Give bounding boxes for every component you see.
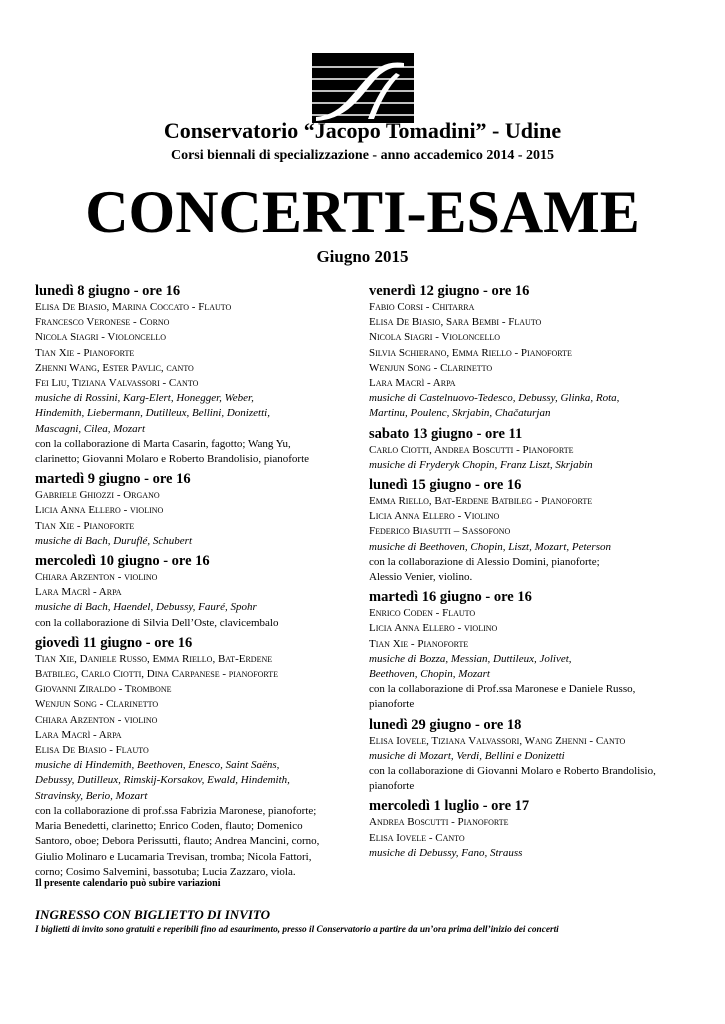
event-date: lunedì 8 giugno - ore 16 [35,283,181,299]
performer-line: Andrea Boscutti - Pianoforte [369,816,509,829]
performer-line: Chiara Arzenton - violino [35,571,158,584]
repertoire-line: musiche di Hindemith, Beethoven, Enesco, Saint Saëns, [35,759,280,772]
collaboration-line: Giulio Molinaro e Lucamaria Trevisan, tromba; Nicola Fattori, [35,850,312,863]
repertoire-line: Debussy, Dutilleux, Rimskij-Korsakov, Ewald, Hindemith, [35,774,290,787]
repertoire-line: Hindemith, Liebermann, Dutilleux, Bellini, Donizetti, [35,407,270,420]
performer-line: Francesco Veronese - Corno [35,316,170,329]
concert-event [369,588,699,712]
performer-line: Lara Macrì - Arpa [35,728,122,741]
performer-line: Elisa Iovele, Tiziana Valvassori, Wang Zhenni - Canto [369,734,626,747]
event-date: venerdì 12 giugno - ore 16 [369,283,530,299]
repertoire-line: musiche di Beethoven, Chopin, Liszt, Mozart, Peterson [369,540,611,553]
performer-line: Elisa Iovele - Canto [369,831,465,844]
performer-line: Batbileg, Carlo Ciotti, Dina Carpanese - pianoforte [35,668,279,681]
concert-event [369,425,699,473]
repertoire-line: musiche di Bach, Haendel, Debussy, Fauré, Spohr [35,601,257,614]
collaboration-line: pianoforte [369,780,415,793]
performer-line: Licia Anna Ellero - violino [369,622,498,635]
collaboration-line: con la collaborazione di Silvia Dell’Oste, clavicembalo [35,616,279,629]
ingresso-heading: INGRESSO CON BIGLIETTO DI INVITO [35,907,271,922]
collaboration-line: con la collaborazione di Prof.ssa Maronese e Daniele Russo, [369,683,636,696]
event-date: sabato 13 giugno - ore 11 [369,425,523,442]
performer-line: Federico Biasutti – Sassofono [369,525,511,538]
performer-line: Carlo Ciotti, Andrea Boscutti - Pianoforte [369,443,574,456]
concert-event [369,716,699,795]
collaboration-line: Maria Benedetti, clarinetto; Enrico Coden, flauto; Domenico [35,820,303,833]
concert-event [369,282,699,422]
performer-line: Chiara Arzenton - violino [35,713,158,726]
subtitle: Corsi biennali di specializzazione - anno accademico 2014 - 2015 [170,148,555,163]
performer-line: Tian Xie - Pianoforte [35,346,135,359]
repertoire-line: Martinu, Poulenc, Skrjabin, Chačaturjan [369,407,551,420]
performer-line: Silvia Schierano, Emma Riello - Pianoforte [369,346,572,359]
performer-line: Enrico Coden - Flauto [369,607,476,620]
repertoire-line: Mascagni, Cilea, Mozart [35,422,145,435]
performer-line: Zhenni Wang, Ester Pavlic, canto [35,361,194,374]
performer-line: Tian Xie - Pianoforte [369,637,469,650]
performer-line: Licia Anna Ellero - Violino [369,510,500,523]
event-date: lunedì 15 giugno - ore 16 [369,477,522,494]
performer-line: Fei Liu, Tiziana Valvassori - Canto [35,377,199,390]
performer-line: Emma Riello, Bat-Erdene Batbileg - Pianoforte [369,495,593,508]
repertoire-line: musiche di Castelnuovo-Tedesco, Debussy, Glinka, Rota, [369,392,620,405]
performer-line: Wenjun Song - Clarinetto [369,361,493,374]
event-date: lunedì 29 giugno - ore 18 [369,716,522,733]
repertoire-line: musiche di Debussy, Fano, Strauss [369,846,523,859]
performer-line: Gabriele Ghiozzi - Organo [35,489,160,502]
repertoire-line: musiche di Bozza, Messian, Duttileux, Jolivet, [369,652,572,665]
collaboration-line: con la collaborazione di Marta Casarin, fagotto; Wang Yu, [35,437,291,450]
repertoire-line: musiche di Mozart, Verdi, Bellini e Donizetti [369,749,565,762]
ingresso-detail: I biglietti di invito sono gratuiti e reperibili fino ad esaurimento, presso il Conservatorio a partire da un’ora prima dell’inizio dei concerti [35,925,559,935]
event-date: martedì 9 giugno - ore 16 [35,471,191,488]
performer-line: Giovanni Ziraldo - Trombone [35,683,172,696]
repertoire-line: musiche di Bach, Duruflé, Schubert [35,534,193,547]
events-column-right [369,282,699,864]
performer-line: Nicola Siagri - Violoncello [35,331,167,344]
collaboration-line: pianoforte [369,698,415,711]
institution-name: Conservatorio “Jacopo Tomadini” - Udine [163,118,562,143]
events-column-left [35,282,355,883]
schedule-note: Il presente calendario può subire variazioni [35,878,221,889]
repertoire-line: Beethoven, Chopin, Mozart [369,668,490,681]
event-date: giovedì 11 giugno - ore 16 [35,634,193,651]
performer-line: Elisa De Biasio, Marina Coccato - Flauto [35,301,232,313]
concert-event [35,634,355,880]
collaboration-line: clarinetto; Giovanni Molaro e Roberto Brandolisio, pianoforte [35,453,310,466]
page-title: CONCERTI-ESAME [85,179,640,245]
repertoire-line: musiche di Fryderyk Chopin, Franz Liszt, Skrjabin [369,458,593,471]
event-date: mercoledì 10 giugno - ore 16 [35,553,210,570]
performer-line: Lara Macrì - Arpa [35,586,122,599]
event-date: mercoledì 1 luglio - ore 17 [369,798,530,815]
event-date: martedì 16 giugno - ore 16 [369,589,532,606]
performer-line: Licia Anna Ellero - violino [35,504,164,517]
collaboration-line: con la collaborazione di Alessio Domini, pianoforte; [369,555,600,568]
concert-event [369,797,699,861]
month-heading: Giugno 2015 [316,247,409,266]
concert-event [369,476,699,585]
performer-line: Tian Xie, Daniele Russo, Emma Riello, Bat-Erdene [35,652,273,665]
collaboration-line: Alessio Venier, violino. [369,571,473,584]
conservatory-logo [312,53,414,123]
concert-event [35,552,355,631]
performer-line: Tian Xie - Pianoforte [35,519,135,532]
performer-line: Wenjun Song - Clarinetto [35,698,159,711]
collaboration-line: Santoro, oboe; Debora Perissutti, flauto; Andrea Mancini, corno, [35,835,320,848]
collaboration-line: con la collaborazione di prof.ssa Fabrizia Maronese, pianoforte; [35,804,317,817]
performer-line: Elisa De Biasio, Sara Bembi - Flauto [369,316,542,329]
concert-event [35,470,355,549]
performer-line: Nicola Siagri - Violoncello [369,331,501,344]
performer-line: Lara Macrì - Arpa [369,377,456,390]
repertoire-line: musiche di Rossini, Karg-Elert, Honegger, Weber, [35,392,254,405]
performer-line: Elisa De Biasio - Flauto [35,744,149,757]
performer-line: Fabio Corsi - Chitarra [369,301,475,313]
collaboration-line: con la collaborazione di Giovanni Molaro e Roberto Brandolisio, [369,765,656,778]
collaboration-line: corno; Cosimo Salvemini, bassotuba; Lucia Zazzaro, viola. [35,865,296,878]
repertoire-line: Stravinsky, Berio, Mozart [35,789,148,802]
concert-event [35,282,355,467]
